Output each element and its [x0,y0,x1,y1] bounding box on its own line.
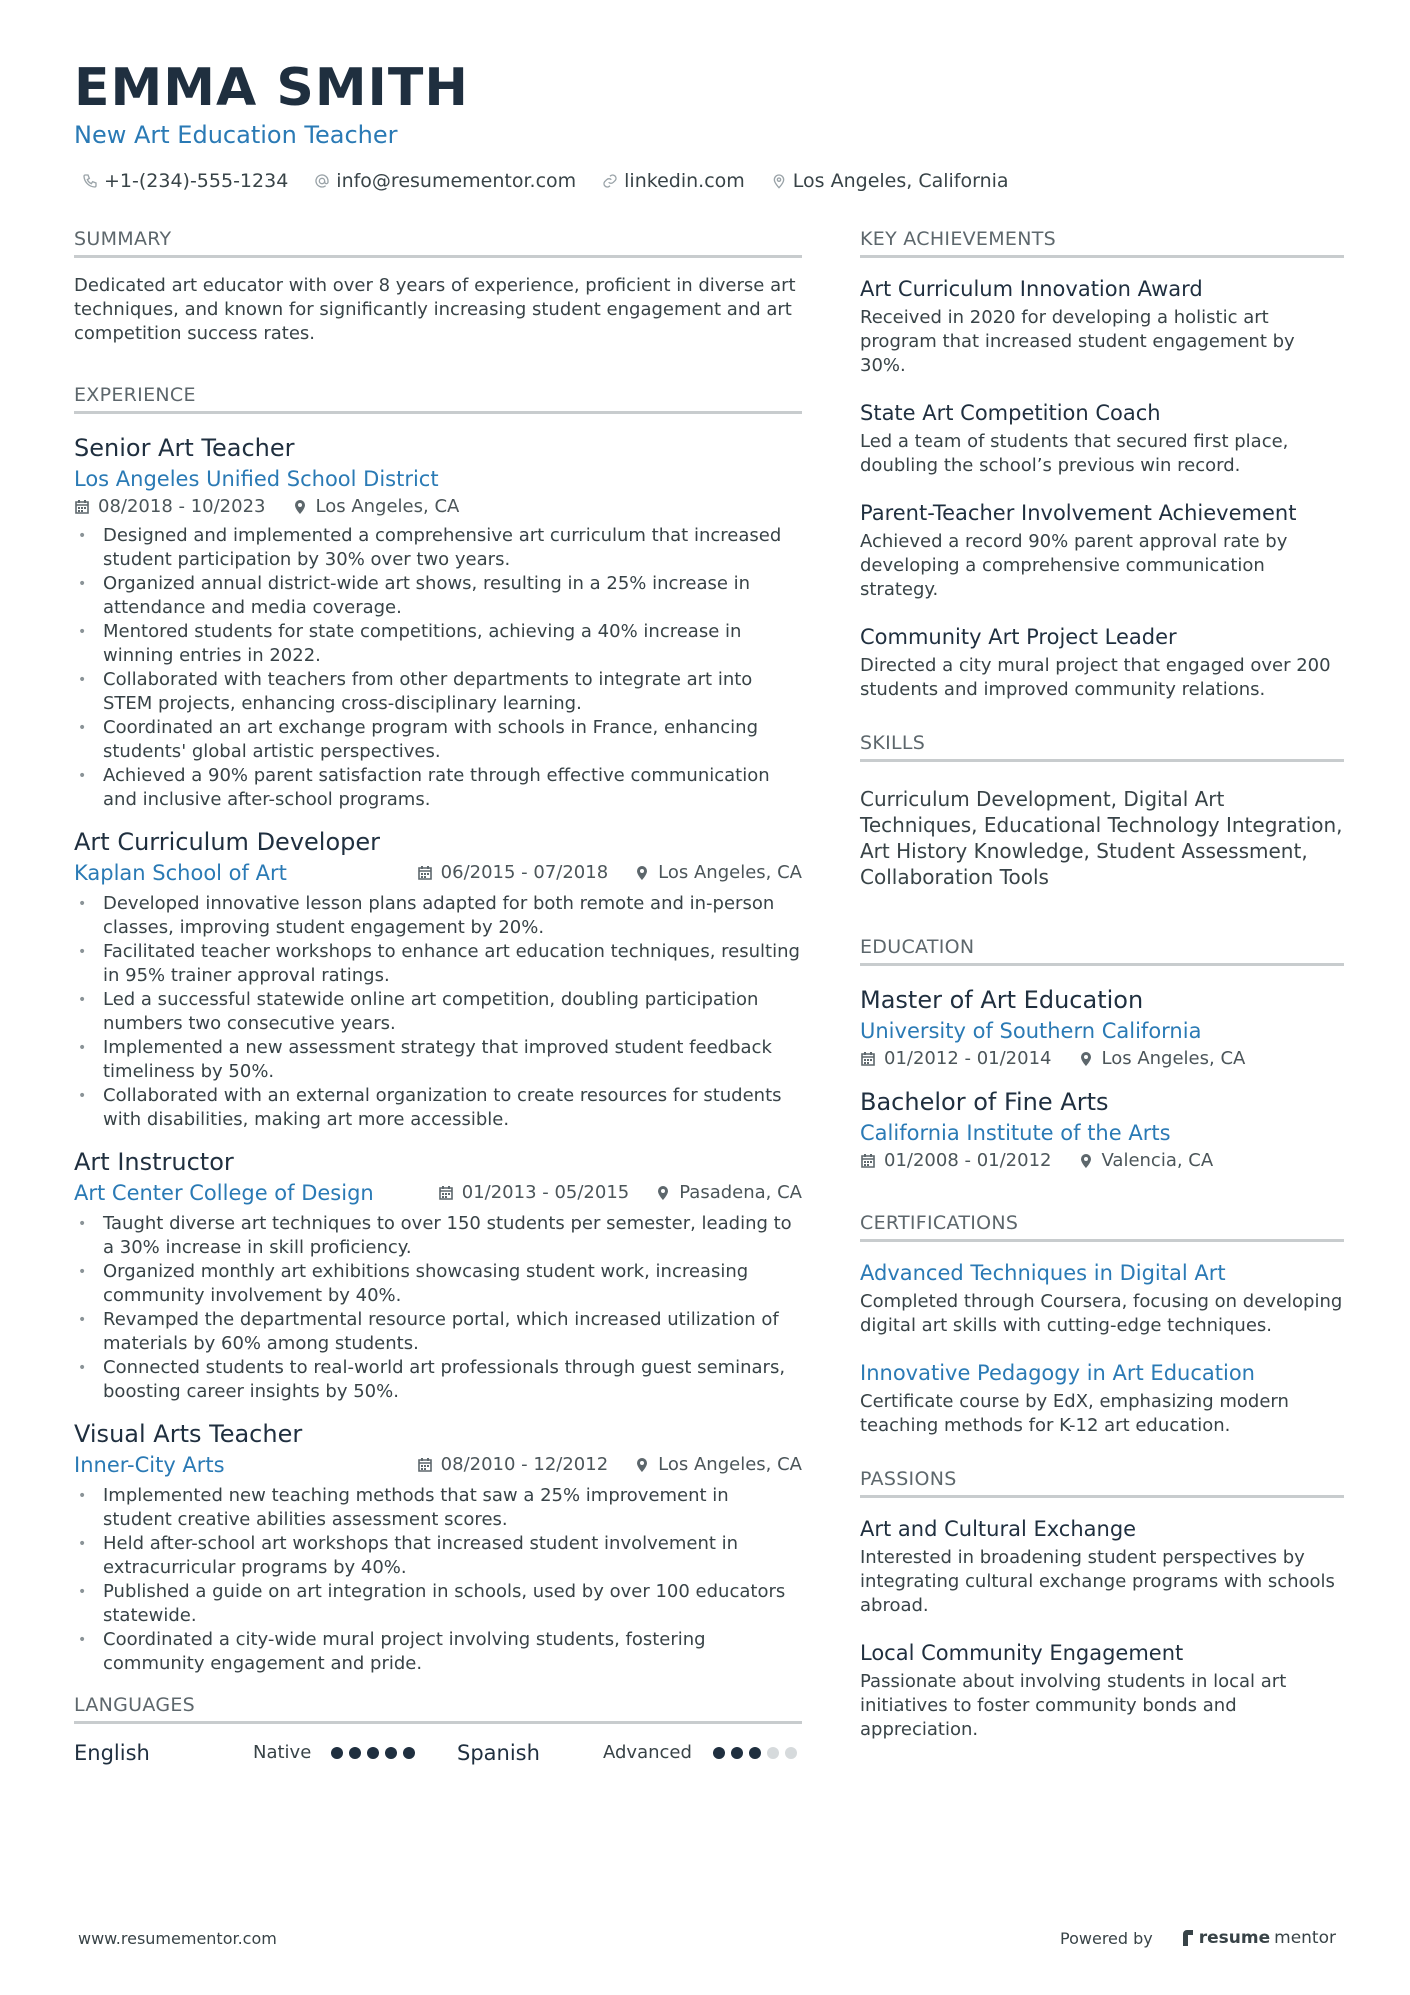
date-location-meta [438,1180,802,1206]
location [292,494,460,520]
proficiency-dot [749,1747,761,1759]
bullet-item: • Published a guide on art integration in schools, used by over 100 educators statewide. [74,1580,802,1628]
location-text: Valencia, CA [1101,1150,1214,1171]
job-bullets [74,1484,802,1676]
achievement-item [860,498,1344,602]
passion-list [860,1514,1344,1742]
achievement-title: Art Curriculum Innovation Award [860,277,1203,301]
bullet-item: • Mentored students for state competitions, achieving a 40% increase in winning entries in 2022. [74,620,802,668]
bullet-item: • Led a successful statewide online art competition, doubling participation numbers two consecutive years. [74,988,802,1036]
phone-icon [82,173,98,189]
passion-title: Local Community Engagement [860,1641,1184,1665]
brand-bold: resume [1198,1928,1271,1948]
at-icon [314,173,330,189]
job-list [74,432,802,1676]
footer-website[interactable]: www.resumementor.com [78,1928,277,1948]
job-bullets [74,892,802,1132]
achievement-desc: Directed a city mural project that engaged over 200 students and improved community relations. [860,655,1331,700]
company-row [74,1450,802,1480]
experience-section [74,382,802,1676]
school: University of Southern California [860,1019,1202,1043]
calendar-icon [860,1051,876,1067]
job-company: Kaplan School of Art [74,861,287,885]
language-name: Spanish [457,1741,540,1765]
date-location-meta [417,860,802,886]
bullet-item: • Revamped the departmental resource portal, which increased utilization of materials by 60% among students. [74,1308,802,1356]
certifications-section [860,1210,1344,1438]
location-text: Los Angeles, California [792,170,1009,192]
contact-email[interactable] [314,168,576,194]
languages-section [74,1692,802,1768]
achievement-title: Community Art Project Leader [860,625,1177,649]
passions-section [860,1466,1344,1742]
bullet-item: • Coordinated an art exchange program with schools in France, enhancing students' global artistic perspectives. [74,716,802,764]
achievement-title: State Art Competition Coach [860,401,1161,425]
achievement-item [860,398,1344,478]
job-bullets [74,524,802,812]
skills-text: Curriculum Development, Digital Art Techniques, Educational Technology Integration, Art History Knowledge, Student Assessment, Collaboration Tools [860,787,1343,889]
brand-logo[interactable] [1181,1928,1336,1948]
brand-light: mentor [1274,1928,1336,1948]
achievement-desc: Received in 2020 for developing a holistic art program that increased student engagement by 30%. [860,307,1295,376]
bullet-item: • Collaborated with teachers from other departments to integrate art into STEM projects, enhancing cross-disciplinary learning. [74,668,802,716]
date-range [438,1180,630,1206]
date-text: 01/2013 - 05/2015 [461,1182,630,1203]
linkedin-text: linkedin.com [624,170,745,192]
section-title-skills: SKILLS [860,730,1344,762]
powered-by-label: Powered by [1060,1928,1153,1948]
job-company: Inner-City Arts [74,1453,225,1477]
certification-item [860,1358,1344,1438]
certification-item [860,1258,1344,1338]
bullet-item: • Collaborated with an external organization to create resources for students with disabilities, making art more accessible. [74,1084,802,1132]
date-range [74,494,266,520]
date-location-meta [74,494,802,520]
bullet-item: • Developed innovative lesson plans adapted for both remote and in-person classes, improving student engagement by 20%. [74,892,802,940]
candidate-name: EMMA SMITH [74,58,469,118]
contact-bar [74,168,1336,194]
date-range [417,1452,609,1478]
calendar-icon [74,499,90,515]
education-section [860,934,1344,1174]
location-text: Pasadena, CA [679,1182,802,1203]
proficiency-dot [403,1747,415,1759]
company-row [74,1178,802,1208]
location [1078,1046,1246,1072]
proficiency-dot [785,1747,797,1759]
bullet-item: • Facilitated teacher workshops to enhance art education techniques, resulting in 95% trainer approval ratings. [74,940,802,988]
passion-title: Art and Cultural Exchange [860,1517,1137,1541]
calendar-icon [438,1185,454,1201]
education-item [860,1086,1344,1174]
date-text: 08/2018 - 10/2023 [98,496,266,517]
location-text: Los Angeles, CA [1101,1048,1246,1069]
bullet-item: • Implemented a new assessment strategy that improved student feedback timeliness by 50%. [74,1036,802,1084]
right-column [860,226,1344,1778]
proficiency-dot [767,1747,779,1759]
degree: Bachelor of Fine Arts [860,1088,1109,1116]
proficiency-dot [367,1747,379,1759]
achievement-item [860,274,1344,378]
bullet-item: • Connected students to real-world art professionals through guest seminars, boosting career insights by 50%. [74,1356,802,1404]
date-text: 08/2010 - 12/2012 [440,1454,609,1475]
location-pin-icon [634,1457,650,1473]
date-location-meta [860,1148,1344,1174]
location [634,1452,802,1478]
section-title-languages: LANGUAGES [74,1692,802,1724]
location [655,1180,802,1206]
proficiency-dot [331,1747,343,1759]
section-title-experience: EXPERIENCE [74,382,802,414]
location-text: Los Angeles, CA [315,496,460,517]
certification-title[interactable]: Advanced Techniques in Digital Art [860,1261,1226,1285]
education-list [860,984,1344,1174]
passion-item [860,1514,1344,1618]
footer-brand-area [1060,1928,1336,1948]
bullet-item: • Coordinated a city-wide mural project involving students, fostering community engagement and pride. [74,1628,802,1676]
job-entry [74,432,802,812]
education-item [860,984,1344,1072]
job-entry [74,1146,802,1404]
location [634,860,802,886]
proficiency-dots [331,1747,457,1759]
bullet-item: • Designed and implemented a comprehensive art curriculum that increased student participation by 30% over two years. [74,524,802,572]
date-text: 06/2015 - 07/2018 [440,862,609,883]
date-text: 01/2012 - 01/2014 [884,1048,1052,1069]
job-title: Visual Arts Teacher [74,1420,303,1448]
section-title-passions: PASSIONS [860,1466,1344,1498]
contact-phone [82,168,288,194]
bullet-item: • Implemented new teaching methods that saw a 25% improvement in student creative abilities assessment scores. [74,1484,802,1532]
email-text: info@resumementor.com [336,170,577,192]
achievement-desc: Led a team of students that secured first place, doubling the school’s previous win record. [860,431,1289,476]
job-entry [74,1418,802,1676]
bullet-item: • Taught diverse art techniques to over 150 students per semester, leading to a 30% increase in skill proficiency. [74,1212,802,1260]
bullet-item: • Achieved a 90% parent satisfaction rate through effective communication and inclusive after-school programs. [74,764,802,812]
section-title-summary: SUMMARY [74,226,802,258]
school: California Institute of the Arts [860,1121,1171,1145]
job-entry [74,826,802,1132]
job-title: Art Instructor [74,1148,234,1176]
summary-text: Dedicated art educator with over 8 years of experience, proficient in diverse art techniques, and known for significantly increasing student engagement and art competition success rates. [74,275,796,344]
passion-desc: Passionate about involving students in local art initiatives to foster community bonds and appreciation. [860,1671,1287,1740]
bullet-item: • Organized monthly art exhibitions showcasing student work, increasing community involvement by 40%. [74,1260,802,1308]
page-footer [78,1928,1336,1948]
proficiency-dot [385,1747,397,1759]
job-title: Art Curriculum Developer [74,828,380,856]
section-title-achievements: KEY ACHIEVEMENTS [860,226,1344,258]
achievement-list [860,274,1344,702]
section-title-certifications: CERTIFICATIONS [860,1210,1344,1242]
language-name: English [74,1741,150,1765]
location-pin-icon [1078,1051,1094,1067]
certification-desc: Completed through Coursera, focusing on developing digital art skills with cutting-edge techniques. [860,1291,1343,1336]
language-list [74,1738,802,1768]
degree: Master of Art Education [860,986,1144,1014]
calendar-icon [860,1153,876,1169]
skills-section [860,730,1344,890]
calendar-icon [417,865,433,881]
proficiency-dots [713,1747,797,1759]
certification-title[interactable]: Innovative Pedagogy in Art Education [860,1361,1255,1385]
bullet-item: • Held after-school art workshops that increased student involvement in extracurricular programs by 40%. [74,1532,802,1580]
date-location-meta [417,1452,802,1478]
certification-desc: Certificate course by EdX, emphasizing modern teaching methods for K-12 art education. [860,1391,1289,1436]
achievement-item [860,622,1344,702]
location-text: Los Angeles, CA [658,1454,802,1475]
location-pin-icon [771,173,787,189]
phone-text: +1-(234)-555-1234 [104,170,289,192]
contact-location [771,168,1009,194]
location [1078,1148,1214,1174]
date-text: 01/2008 - 01/2012 [884,1150,1052,1171]
passion-desc: Interested in broadening student perspectives by integrating cultural exchange programs with schools abroad. [860,1547,1335,1616]
proficiency-dot [713,1747,725,1759]
resume-header [74,58,1336,194]
job-company: Art Center College of Design [74,1181,374,1205]
job-title: Senior Art Teacher [74,434,295,462]
passion-item [860,1638,1344,1742]
location-pin-icon [292,499,308,515]
link-icon [602,173,618,189]
calendar-icon [417,1457,433,1473]
location-text: Los Angeles, CA [658,862,802,883]
job-company: Los Angeles Unified School District [74,467,439,491]
location-pin-icon [655,1185,671,1201]
date-range [860,1046,1052,1072]
language-level: Native [253,1742,312,1763]
section-title-education: EDUCATION [860,934,1344,966]
contact-linkedin[interactable] [602,168,745,194]
bullet-item: • Organized annual district-wide art shows, resulting in a 25% increase in attendance and media coverage. [74,572,802,620]
achievement-desc: Achieved a record 90% parent approval rate by developing a comprehensive communication strategy. [860,531,1288,600]
date-range [417,860,609,886]
certification-list [860,1258,1344,1438]
proficiency-dot [349,1747,361,1759]
date-location-meta [860,1046,1344,1072]
date-range [860,1148,1052,1174]
location-pin-icon [634,865,650,881]
summary-section [74,226,802,346]
proficiency-dot [731,1747,743,1759]
candidate-role: New Art Education Teacher [74,121,398,149]
company-row [74,858,802,888]
location-pin-icon [1078,1153,1094,1169]
language-level: Advanced [603,1742,692,1763]
achievement-title: Parent-Teacher Involvement Achievement [860,501,1297,525]
left-column [74,226,802,1804]
achievements-section [860,226,1344,702]
resumementor-logo-icon [1181,1928,1195,1948]
job-bullets [74,1212,802,1404]
